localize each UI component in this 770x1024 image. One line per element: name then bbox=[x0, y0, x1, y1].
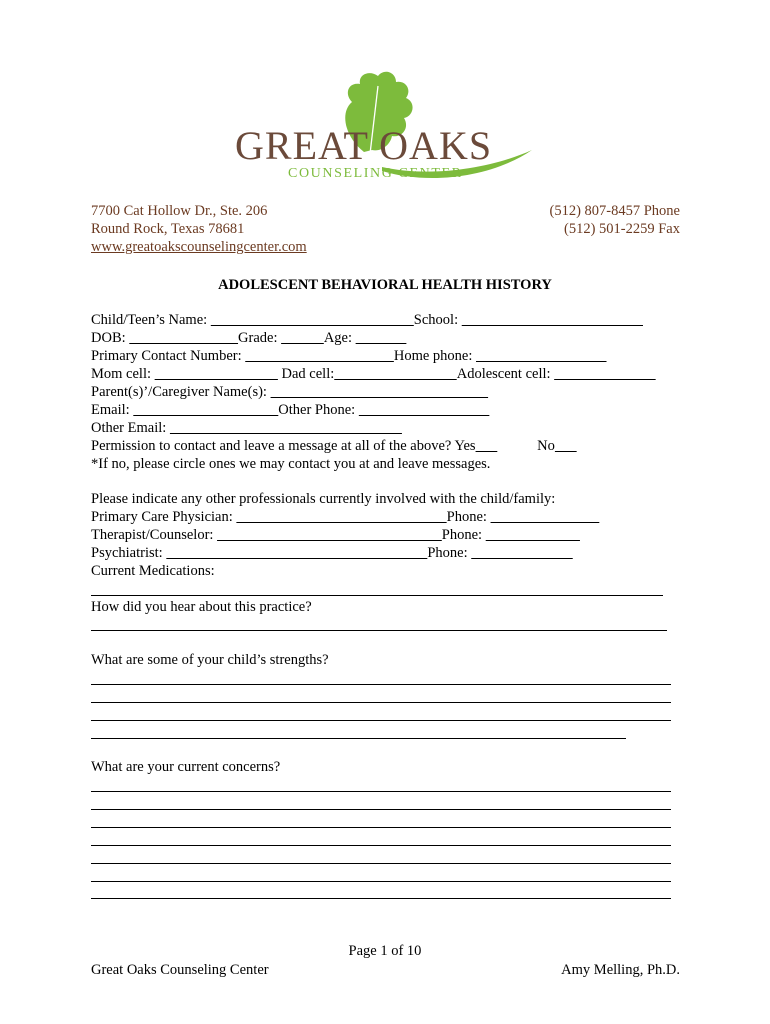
strengths-question: What are some of your child’s strengths? bbox=[91, 652, 329, 668]
dob-row bbox=[91, 329, 406, 347]
therapist-label: Therapist/Counselor: bbox=[91, 527, 218, 543]
footer-clinician: Amy Melling, Ph.D. bbox=[561, 962, 680, 978]
therapist-row bbox=[91, 526, 580, 544]
professionals-intro: Please indicate any other professionals currently involved with the child/family: bbox=[91, 491, 556, 507]
concerns-line[interactable] bbox=[91, 791, 671, 792]
caregiver-label: Parent(s)’/Caregiver Name(s): bbox=[91, 384, 271, 400]
other-phone-label: Other Phone: bbox=[278, 402, 359, 418]
psychiatrist-label: Psychiatrist: bbox=[91, 545, 167, 561]
form-title: ADOLESCENT BEHAVIORAL HEALTH HISTORY bbox=[218, 277, 552, 293]
concerns-line[interactable] bbox=[91, 845, 671, 846]
dad-cell-label: Dad cell: bbox=[277, 366, 335, 382]
concerns-line[interactable] bbox=[91, 863, 671, 864]
phone-number: (512) 807-8457 Phone bbox=[549, 203, 680, 219]
mom-cell-field[interactable] bbox=[155, 366, 278, 382]
website-link[interactable]: www.greatoakscounselingcenter.com bbox=[91, 239, 307, 255]
caregiver-row bbox=[91, 383, 488, 401]
adolescent-cell-label: Adolescent cell: bbox=[456, 366, 555, 382]
age-label: Age: bbox=[323, 330, 356, 346]
home-phone-field[interactable] bbox=[476, 348, 607, 364]
other-phone-field[interactable] bbox=[359, 402, 490, 418]
pcp-field[interactable] bbox=[236, 509, 446, 525]
psychiatrist-row bbox=[91, 544, 573, 562]
cell-row bbox=[91, 365, 656, 383]
permission-no-label: No bbox=[537, 438, 555, 454]
pcp-row bbox=[91, 508, 599, 526]
permission-row bbox=[91, 437, 577, 455]
psychiatrist-phone-label: Phone: bbox=[427, 545, 472, 561]
dob-label: DOB: bbox=[91, 330, 130, 346]
child-name-label: Child/Teen’s Name: bbox=[91, 312, 211, 328]
primary-contact-row bbox=[91, 347, 607, 365]
child-name-field[interactable] bbox=[211, 312, 414, 328]
concerns-line[interactable] bbox=[91, 827, 671, 828]
permission-note: *If no, please circle ones we may contact you at and leave messages. bbox=[91, 456, 491, 472]
age-field[interactable] bbox=[356, 330, 407, 346]
caregiver-field[interactable] bbox=[271, 384, 489, 400]
great-oaks-logo bbox=[232, 70, 542, 185]
email-row bbox=[91, 401, 489, 419]
email-label: Email: bbox=[91, 402, 134, 418]
school-field[interactable] bbox=[462, 312, 643, 328]
therapist-phone-field[interactable] bbox=[486, 527, 580, 543]
primary-contact-label: Primary Contact Number: bbox=[91, 348, 246, 364]
hear-about-line[interactable] bbox=[91, 630, 667, 631]
medications-label: Current Medications: bbox=[91, 563, 215, 579]
other-email-row bbox=[91, 419, 402, 437]
child-name-row bbox=[91, 311, 643, 329]
concerns-line[interactable] bbox=[91, 881, 671, 882]
grade-field[interactable] bbox=[281, 330, 324, 346]
street-address: 7700 Cat Hollow Dr., Ste. 206 bbox=[91, 203, 268, 219]
therapist-phone-label: Phone: bbox=[441, 527, 486, 543]
strengths-line[interactable] bbox=[91, 684, 671, 685]
footer-practice-name: Great Oaks Counseling Center bbox=[91, 962, 269, 978]
home-phone-label: Home phone: bbox=[393, 348, 477, 364]
concerns-question: What are your current concerns? bbox=[91, 759, 281, 775]
psychiatrist-field[interactable] bbox=[166, 545, 427, 561]
permission-no-field[interactable] bbox=[555, 438, 577, 454]
school-label: School: bbox=[413, 312, 462, 328]
dad-cell-field[interactable] bbox=[334, 366, 456, 382]
logo-title: GREAT OAKS bbox=[235, 123, 493, 168]
city-address: Round Rock, Texas 78681 bbox=[91, 221, 245, 237]
pcp-label: Primary Care Physician: bbox=[91, 509, 237, 525]
permission-yes-field[interactable] bbox=[476, 438, 498, 454]
mom-cell-label: Mom cell: bbox=[91, 366, 155, 382]
logo-subtitle: COUNSELING CENTER bbox=[288, 166, 463, 181]
permission-label: Permission to contact and leave a message at all of the above? Yes bbox=[91, 438, 476, 454]
grade-label: Grade: bbox=[238, 330, 282, 346]
page-number: Page 1 of 10 bbox=[348, 943, 422, 959]
contact-block bbox=[550, 202, 681, 238]
email-field[interactable] bbox=[133, 402, 278, 418]
concerns-line[interactable] bbox=[91, 898, 671, 899]
dob-field[interactable] bbox=[129, 330, 238, 346]
pcp-phone-label: Phone: bbox=[446, 509, 491, 525]
medications-line[interactable] bbox=[91, 595, 663, 596]
primary-contact-field[interactable] bbox=[245, 348, 394, 364]
other-email-label: Other Email: bbox=[91, 420, 170, 436]
strengths-line[interactable] bbox=[91, 738, 626, 739]
concerns-line[interactable] bbox=[91, 809, 671, 810]
therapist-field[interactable] bbox=[217, 527, 442, 543]
psychiatrist-phone-field[interactable] bbox=[471, 545, 573, 561]
strengths-line[interactable] bbox=[91, 720, 671, 721]
pcp-phone-field[interactable] bbox=[491, 509, 600, 525]
fax-number: (512) 501-2259 Fax bbox=[564, 221, 680, 237]
other-email-field[interactable] bbox=[170, 420, 402, 436]
adolescent-cell-field[interactable] bbox=[554, 366, 656, 382]
hear-about-label: How did you hear about this practice? bbox=[91, 599, 312, 615]
strengths-line[interactable] bbox=[91, 702, 671, 703]
address-block bbox=[91, 202, 307, 256]
